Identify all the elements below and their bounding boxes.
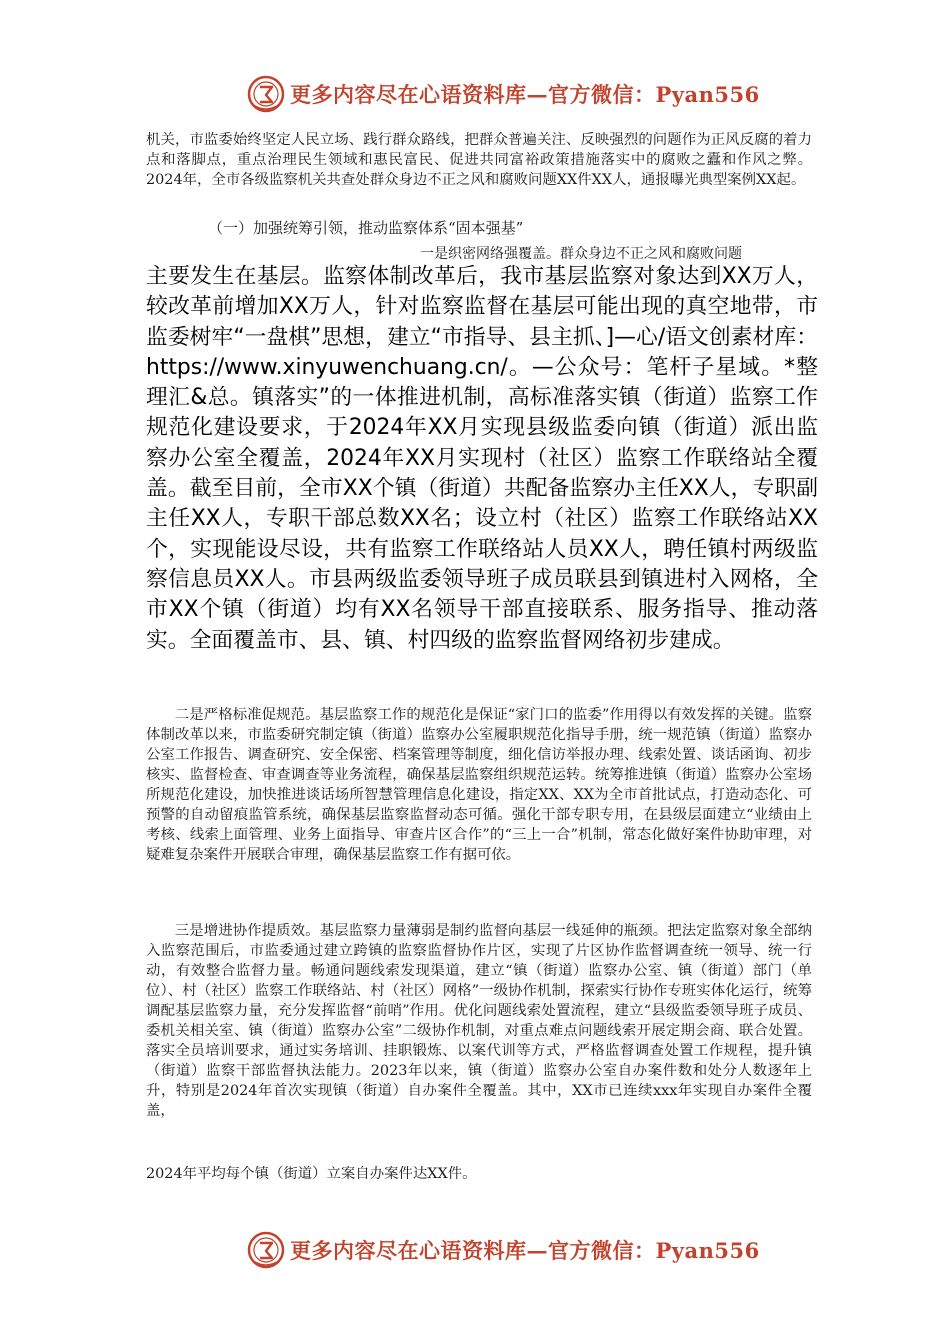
watermark-banner-top bbox=[246, 70, 806, 118]
closing-line: 2024年平均每个镇（街道）立案自办案件达XX件。 bbox=[146, 1166, 477, 1182]
seal-logo-icon bbox=[246, 74, 286, 114]
subsection-lead-line: 一是织密网络强覆盖。群众身边不正之风和腐败问题 bbox=[420, 246, 742, 262]
watermark-text: 更多内容尽在心语资料库—官方微信：Pyan556 bbox=[290, 82, 760, 107]
section-heading: （一）加强统筹引领，推动监察体系“固本强基” bbox=[208, 219, 524, 237]
watermark-text: 更多内容尽在心语资料库—官方微信：Pyan556 bbox=[290, 1238, 760, 1263]
large-body-paragraph: 主要发生在基层。监察体制改革后，我市基层监察对象达到XX万人，较改革前增加XX万人，针对监察监督在基层可能出现的真空地带，市监委树牢“一盘棋”思想，建立“市指导、县主抓、]—心/语文创素材库：https://www.xinyuwenchuang.cn/。—公众号：笔杆子星域。*整理汇&总。镇落实”的一体推进机制，高标准落实镇（街道）监察工作规范化建设要求，于2024年XX月实现县级监委向镇（街道）派出监察办公室全覆盖，2024年XX月实现村（社区）监察工作联络站全覆盖。截至目前，全市XX个镇（街道）共配备监察办主任XX人，专职副主任XX人，专职干部总数XX名；设立村（社区）监察工作联络站XX个，实现能设尽设，共有监察工作联络站人员XX人，聘任镇村两级监察信息员XX人。市县两级监委领导班子成员联县到镇进村入网格，全市XX个镇（街道）均有XX名领导干部直接联系、服务指导、推动落实。全面覆盖市、县、镇、村四级的监察监督网络初步建成。 bbox=[146, 264, 818, 653]
watermark-banner-bottom bbox=[246, 1226, 806, 1274]
paragraph-standards: 二是严格标准促规范。基层监察工作的规范化是保证“家门口的监委”作用得以有效发挥的关键。监察体制改革以来，市监委研究制定镇（街道）监察办公室履职规范化指导手册，统一规范镇（街道）监察办公室工作报告、调查研究、安全保密、档案管理等制度，细化信访举报办理、线索处置、谈话函询、初步核实、监督检查、审查调查等业务流程，确保基层监察组织规范运转。统筹推进镇（街道）监察办公室场所规范化建设，加快推进谈话场所智慧管理信息化建设，指定XX、XX为全市首批试点，打造动态化、可预警的自动留痕监管系统，确保基层监察监督动态可循。强化干部专职专用，在县级层面建立“业绩由上考核、线索上面管理、业务上面指导、审查片区合作”的“三上一合”机制，常态化做好案件协助审理，对疑难复杂案件开展联合审理，确保基层监察工作有据可依。 bbox=[146, 707, 812, 863]
paragraph-collaboration: 三是增进协作提质效。基层监察力量薄弱是制约监督向基层一线延伸的瓶颈。把法定监察对象全部纳入监察范围后，市监委通过建立跨镇的监察监督协作片区，实现了片区协作监督调查统一领导、统一行动，有效整合监督力量。畅通问题线索发现渠道，建立“镇（街道）监察办公室、镇（街道）部门（单位）、村（社区）监察工作联络站、村（社区）网格”一级协作机制，探索实行协作专班实体化运行，统筹调配基层监察力量，充分发挥监督“前哨”作用。优化问题线索处置流程，建立“县级监委领导班子成员、委机关相关室、镇（街道）监察办公室”二级协作机制，对重点难点问题线索开展定期会商、联合处置。落实全员培训要求，通过实务培训、挂职锻炼、以案代训等方式，严格监督调查处置工作规程，提升镇（街道）监察干部监督执法能力。2023年以来，镇（街道）监察办公室自办案件数和处分人数逐年上升，特别是2024年首次实现镇（街道）自办案件全覆盖。其中，XX市已连续xxx年实现自办案件全覆盖， bbox=[146, 923, 812, 1119]
seal-logo-icon bbox=[246, 1230, 286, 1270]
intro-paragraph: 机关，市监委始终坚定人民立场、践行群众路线，把群众普遍关注、反映强烈的问题作为正风反腐的着力点和落脚点，重点治理民生领域和惠民富民、促进共同富裕政策措施落实中的腐败之蠹和作风之弊。2024年，全市各级监察机关共查处群众身边不正之风和腐败问题XX件XX人，通报曝光典型案例XX起。 bbox=[146, 132, 812, 188]
